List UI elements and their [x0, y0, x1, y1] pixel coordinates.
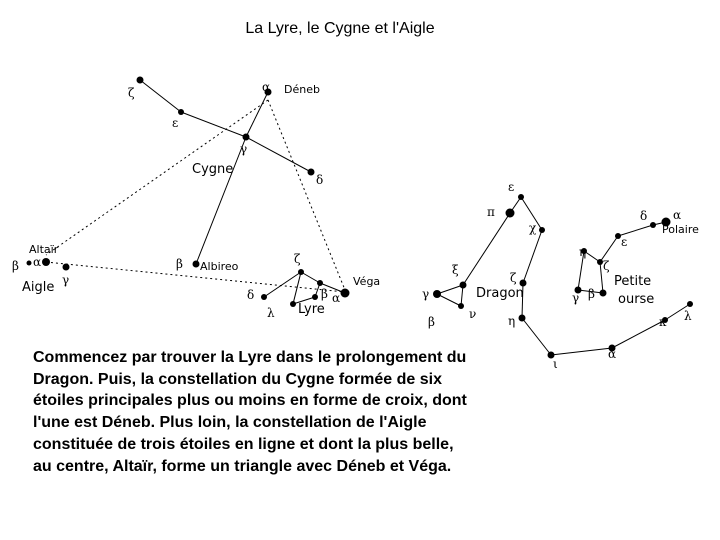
greek-label: β: [176, 257, 183, 271]
greek-labels: [12, 80, 692, 371]
constellation-label-aigle: Aigle: [22, 280, 55, 295]
constellation-lines: [140, 80, 690, 355]
star: [433, 290, 441, 298]
star: [687, 301, 693, 307]
greek-label: γ: [422, 287, 430, 301]
star: [317, 280, 323, 286]
greek-label: γ: [572, 291, 580, 305]
greek-label: ζ: [294, 252, 301, 266]
greek-label: β: [588, 287, 595, 301]
greek-label: α: [673, 208, 682, 222]
star: [137, 77, 144, 84]
star: [178, 109, 184, 115]
greek-label: ε: [508, 180, 515, 194]
greek-label: γ: [240, 142, 248, 156]
constellation-label-dragon: Dragon: [476, 286, 524, 301]
star: [519, 315, 526, 322]
star: [193, 261, 200, 268]
dragon-line: [463, 213, 510, 285]
greek-label: λ: [267, 306, 275, 320]
dragon-line: [523, 230, 542, 283]
dragon-line: [612, 320, 665, 348]
star-names: [29, 83, 699, 288]
greek-label: η: [508, 314, 516, 328]
constellation-label-lyre: Lyre: [298, 302, 325, 317]
star: [63, 264, 70, 271]
star: [458, 303, 464, 309]
greek-label: η: [579, 245, 587, 259]
star: [539, 227, 545, 233]
greek-label: β: [321, 287, 328, 301]
greek-label: ξ: [452, 263, 459, 277]
greek-label: ν: [469, 307, 477, 321]
star: [506, 209, 515, 218]
greek-label: δ: [316, 173, 324, 187]
star: [518, 194, 524, 200]
star: [243, 134, 250, 141]
star: [27, 261, 32, 266]
greek-label: χ: [529, 221, 537, 235]
greek-label: ζ: [603, 259, 610, 273]
constellation-label-petite-ourse-1: Petite: [614, 274, 652, 289]
star-name-deneb: Déneb: [284, 83, 320, 96]
lyre-line: [301, 272, 320, 283]
greek-label: κ: [659, 315, 667, 329]
dragon-line: [437, 285, 463, 294]
greek-label: ι: [553, 357, 558, 371]
star: [290, 301, 296, 307]
greek-label: ζ: [510, 271, 517, 285]
greek-label: α: [332, 291, 341, 305]
greek-label: ε: [621, 235, 628, 249]
greek-label: γ: [62, 273, 70, 287]
greek-label: β: [428, 315, 435, 329]
greek-label: β: [12, 259, 19, 273]
greek-label: α: [262, 80, 271, 94]
star: [42, 258, 50, 266]
star: [341, 289, 350, 298]
greek-label: π: [487, 205, 495, 219]
greek-label: ζ: [128, 86, 135, 100]
cygne-line: [181, 112, 246, 137]
star-name-vega: Véga: [353, 275, 381, 288]
greek-label: δ: [640, 209, 648, 223]
star: [298, 269, 304, 275]
guide-deneb-altair: [46, 100, 268, 255]
greek-label: α: [33, 255, 42, 269]
star: [600, 290, 607, 297]
star: [261, 294, 267, 300]
stars: [27, 77, 694, 359]
dragon-line: [551, 348, 612, 355]
greek-label: λ: [684, 309, 692, 323]
star: [308, 169, 315, 176]
greek-label: α: [608, 347, 617, 361]
constellation-label-cygne: Cygne: [192, 162, 234, 177]
description-text: Commencez par trouver la Lyre dans le prolongement du Dragon. Puis, la constellation du Cygne formée de six étoiles principales plus ou moins en forme de croix, dont l'une est Déneb. Plus loin, la constellation de l'Aigle constituée de trois étoiles en ligne et dont la plus belle, au centre, Altaïr, forme un triangle avec Déneb et Véga.: [33, 349, 467, 475]
star-name-polaire: Polaire: [662, 223, 699, 236]
star: [312, 294, 318, 300]
dragon-line: [522, 318, 551, 355]
dragon-line: [437, 294, 461, 306]
page-title: La Lyre, le Cygne et l'Aigle: [245, 20, 435, 37]
cygne-line: [246, 92, 268, 137]
greek-label: δ: [247, 288, 255, 302]
star-name-altair: Altaïr: [29, 243, 59, 256]
greek-label: ε: [172, 116, 179, 130]
cygne-line: [196, 137, 246, 264]
star-name-albireo: Albireo: [200, 260, 239, 273]
guide-deneb-vega: [268, 100, 345, 290]
star: [650, 222, 656, 228]
cygne-line: [246, 137, 311, 172]
cygne-line: [140, 80, 181, 112]
constellation-label-petite-ourse-2: ourse: [618, 292, 655, 307]
star: [460, 282, 467, 289]
